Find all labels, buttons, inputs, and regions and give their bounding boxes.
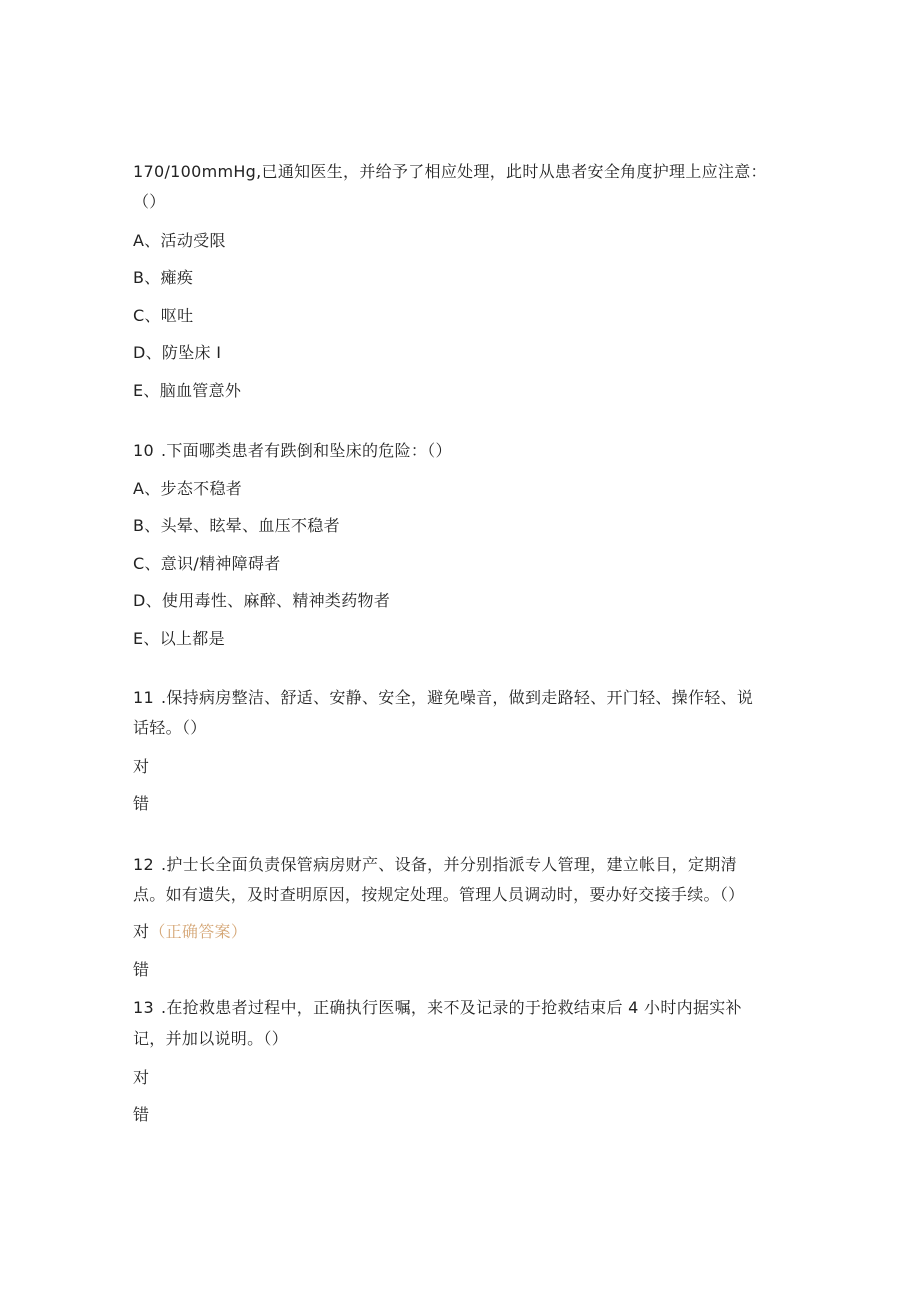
q9-option-c: C、呕吐 [133,306,194,325]
q13-stem: .在抢救患者过程中，正确执行医嘱，来不及记录的于抢救结束后 4 小时内据实补 [161,998,742,1017]
q13-option-false: 错 [133,1105,150,1124]
q12-option-true [133,922,247,942]
q10-option-e: E、以上都是 [133,629,225,648]
q12-option-false: 错 [133,960,150,979]
q11-stem: .保持病房整洁、舒适、安静、安全，避免噪音，做到走路轻、开门轻、操作轻、说 [161,688,754,707]
q10-number: 10 [133,441,154,460]
q9-text-line-2: （） [133,192,166,211]
q9-option-b: B、瘫痪 [133,268,194,287]
q11-text-line-1 [133,688,753,708]
q12-stem: .护士长全面负责保管病房财产、设备，并分别指派专人管理，建立帐目，定期清 [161,855,737,874]
q11-text-line-2: 话轻。（） [133,718,207,737]
q12-number: 12 [133,855,154,874]
q10-option-a: A、步态不稳者 [133,479,243,498]
q9-option-a: A、活动受限 [133,231,226,250]
correct-answer-mark: （正确答案） [149,922,248,941]
q11-option-true: 对 [133,757,150,776]
q9-option-d: D、防坠床 I [133,343,222,362]
q13-text-line-1 [133,998,742,1018]
q13-number: 13 [133,998,154,1017]
q10-option-d: D、使用毒性、麻醉、精神类药物者 [133,591,391,610]
q10-option-b: B、头晕、眩晕、血压不稳者 [133,516,340,535]
q13-option-true: 对 [133,1068,150,1087]
q10-stem: .下面哪类患者有跌倒和坠床的危险：（） [161,441,452,460]
q11-number: 11 [133,688,154,707]
q10-text [133,441,452,461]
q10-option-c: C、意识/精神障碍者 [133,554,281,573]
q11-option-false: 错 [133,794,150,813]
q12-text-line-1 [133,855,737,875]
q9-text-line-1: 170/100mmHg,已通知医生，并给予了相应处理，此时从患者安全角度护理上应注意： [133,162,767,181]
q12-option-true-label: 对 [133,922,150,941]
q13-text-line-2: 记，并加以说明。（） [133,1029,289,1048]
q12-text-line-2: 点。如有遗失，及时查明原因，按规定处理。管理人员调动时，要办好交接手续。（） [133,885,745,904]
q9-option-e: E、脑血管意外 [133,381,242,400]
